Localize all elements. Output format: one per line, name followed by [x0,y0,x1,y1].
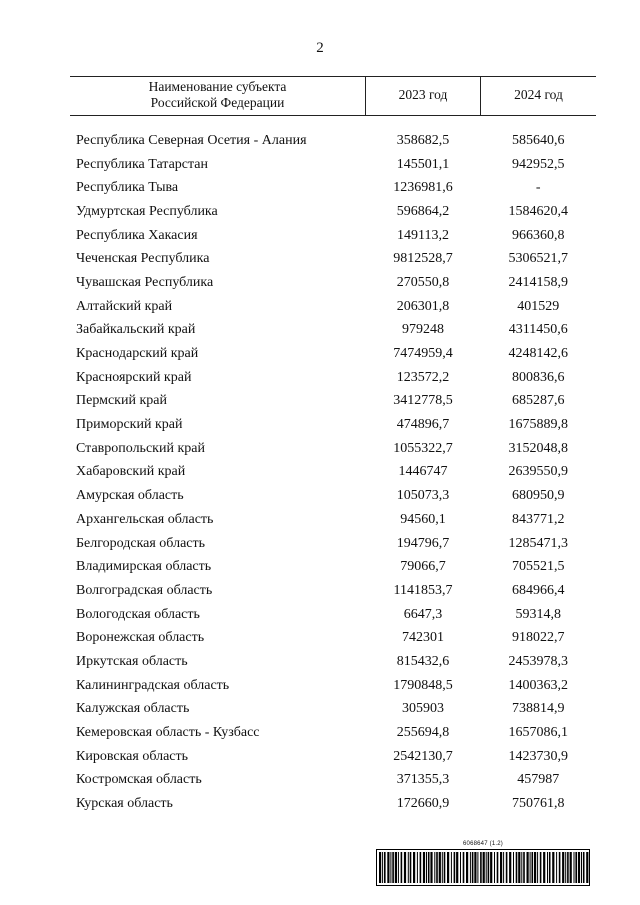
value-2023-cell: 358682,5 [396,132,450,148]
value-2024-cell: 942952,5 [512,156,565,172]
table-row [70,271,596,295]
value-2023-cell: 979248 [402,322,444,338]
data-table-container [70,76,570,816]
value-2023-cell: 194796,7 [396,535,450,551]
region-name-cell: Республика Тыва [76,180,179,196]
region-name-cell: Чувашская Республика [76,274,214,290]
value-2024-cell: 738814,9 [512,701,565,717]
table-row [70,745,596,769]
region-name-cell: Костромская область [76,772,202,788]
value-2024-cell: 1423730,9 [508,748,568,764]
region-name-cell: Забайкальский край [76,322,196,338]
header-spacer [70,116,596,130]
value-2023-cell: 206301,8 [396,298,450,314]
table-row [70,200,596,224]
value-2023-cell: 2542130,7 [393,748,453,764]
value-2023-cell: 79066,7 [400,559,446,575]
region-name-cell: Кемеровская область - Кузбасс [76,725,260,741]
value-2023-cell: 3412778,5 [393,393,453,409]
column-header-region-line1: Наименование субъекта [148,79,287,94]
region-name-cell: Ставропольский край [76,440,205,456]
value-2023-cell: 596864,2 [396,203,450,219]
value-2024-cell: 59314,8 [515,606,561,622]
value-2024-cell: 1400363,2 [508,677,568,693]
table-row [70,626,596,650]
table-row [70,437,596,461]
value-2024-cell: 585640,6 [512,132,565,148]
value-2023-cell: 7474959,4 [393,346,453,362]
table-row [70,153,596,177]
value-2024-cell: 457987 [517,772,560,788]
region-name-cell: Волгоградская область [76,582,213,598]
table-header [70,77,596,116]
table-row [70,461,596,485]
region-name-cell: Приморский край [76,417,183,433]
region-name-cell: Курская область [76,796,173,812]
regions-table [70,76,596,816]
value-2023-cell: 1055322,7 [393,440,453,456]
region-name-cell: Владимирская область [76,559,212,575]
table-row [70,532,596,556]
value-2023-cell: 1236981,6 [393,180,453,196]
value-2023-cell: 1141853,7 [393,582,453,598]
value-2024-cell: 2453978,3 [508,653,568,669]
value-2024-cell: 918022,7 [512,630,565,646]
value-2023-cell: 255694,8 [396,725,450,741]
value-2024-cell: 2639550,9 [508,464,568,480]
region-name-cell: Архангельская область [76,511,214,527]
value-2023-cell: 815432,6 [396,653,450,669]
barcode-icon [376,849,590,886]
value-2023-cell: 1790848,5 [393,677,453,693]
value-2024-cell: 705521,5 [512,559,565,575]
value-2023-cell: 94560,1 [400,511,446,527]
table-row [70,650,596,674]
table-row [70,792,596,816]
value-2023-cell: 474896,7 [396,417,450,433]
value-2023-cell: 123572,2 [396,369,450,385]
value-2023-cell: 145501,1 [396,156,450,172]
value-2024-cell: 1584620,4 [508,203,568,219]
region-name-cell: Удмуртская Республика [76,203,218,219]
value-2024-cell: 1285471,3 [508,535,568,551]
table-row [70,413,596,437]
page-number: 2 [316,40,324,56]
region-name-cell: Кировская область [76,748,189,764]
region-name-cell: Калининградская область [76,677,230,693]
value-2024-cell: 2414158,9 [508,274,568,290]
region-name-cell: Белгородская область [76,535,206,551]
value-2023-cell: 742301 [402,630,444,646]
table-row [70,508,596,532]
column-header-2023: 2023 год [366,77,481,116]
table-row [70,176,596,200]
value-2024-cell: 685287,6 [512,393,565,409]
value-2024-cell: 3152048,8 [508,440,568,456]
region-name-cell: Вологодская область [76,606,200,622]
value-2024-cell: 4248142,6 [508,346,568,362]
header-row [70,77,596,116]
value-2024-cell: 800836,6 [512,369,565,385]
table-row [70,769,596,793]
table-row [70,295,596,319]
table-row [70,674,596,698]
value-2023-cell: 305903 [402,701,444,717]
column-header-region [70,77,366,116]
region-name-cell: Пермский край [76,393,167,409]
region-name-cell: Краснодарский край [76,346,199,362]
value-2024-cell: 966360,8 [512,227,565,243]
table-row [70,579,596,603]
region-name-cell: Алтайский край [76,298,173,314]
value-2024-cell: 401529 [517,298,560,314]
table-row [70,390,596,414]
region-name-cell: Воронежская область [76,630,205,646]
region-name-cell: Республика Северная Осетия - Алания [76,132,307,148]
value-2023-cell: 172660,9 [396,796,450,812]
table-row [70,484,596,508]
region-name-cell: Калужская область [76,701,190,717]
value-2024-cell: 843771,2 [512,511,565,527]
region-name-cell: Республика Хакасия [76,227,198,243]
value-2023-cell: 6647,3 [403,606,443,622]
table-row [70,366,596,390]
value-2023-cell: 105073,3 [396,488,450,504]
table-row [70,721,596,745]
region-name-cell: Чеченская Республика [76,251,210,267]
region-name-cell: Хабаровский край [76,464,186,480]
value-2024-cell: - [535,180,541,196]
table-row [70,555,596,579]
table-row [70,224,596,248]
table-body [70,116,596,816]
value-2024-cell: 680950,9 [512,488,565,504]
value-2024-cell: 4311450,6 [508,322,568,338]
region-name-cell: Республика Татарстан [76,156,209,172]
region-name-cell: Красноярский край [76,369,192,385]
value-2023-cell: 1446747 [398,464,448,480]
value-2023-cell: 270550,8 [396,274,450,290]
value-2023-cell: 371355,3 [396,772,450,788]
value-2023-cell: 149113,2 [397,227,449,243]
value-2024-cell: 5306521,7 [508,251,568,267]
column-header-region-line2: Российской Федерации [150,95,285,110]
value-2024-cell: 750761,8 [512,796,565,812]
column-header-2024: 2024 год [481,77,597,116]
region-name-cell: Иркутская область [76,653,188,669]
value-2024-cell: 1657086,1 [508,725,568,741]
table-row [70,342,596,366]
table-row [70,319,596,343]
table-row [70,698,596,722]
table-row [70,603,596,627]
value-2024-cell: 1675889,8 [508,417,568,433]
table-row [70,129,596,153]
barcode-caption: 6068647 (1.2) [463,841,503,847]
region-name-cell: Амурская область [76,488,184,504]
value-2024-cell: 684966,4 [512,582,565,598]
table-row [70,247,596,271]
value-2023-cell: 9812528,7 [393,251,453,267]
